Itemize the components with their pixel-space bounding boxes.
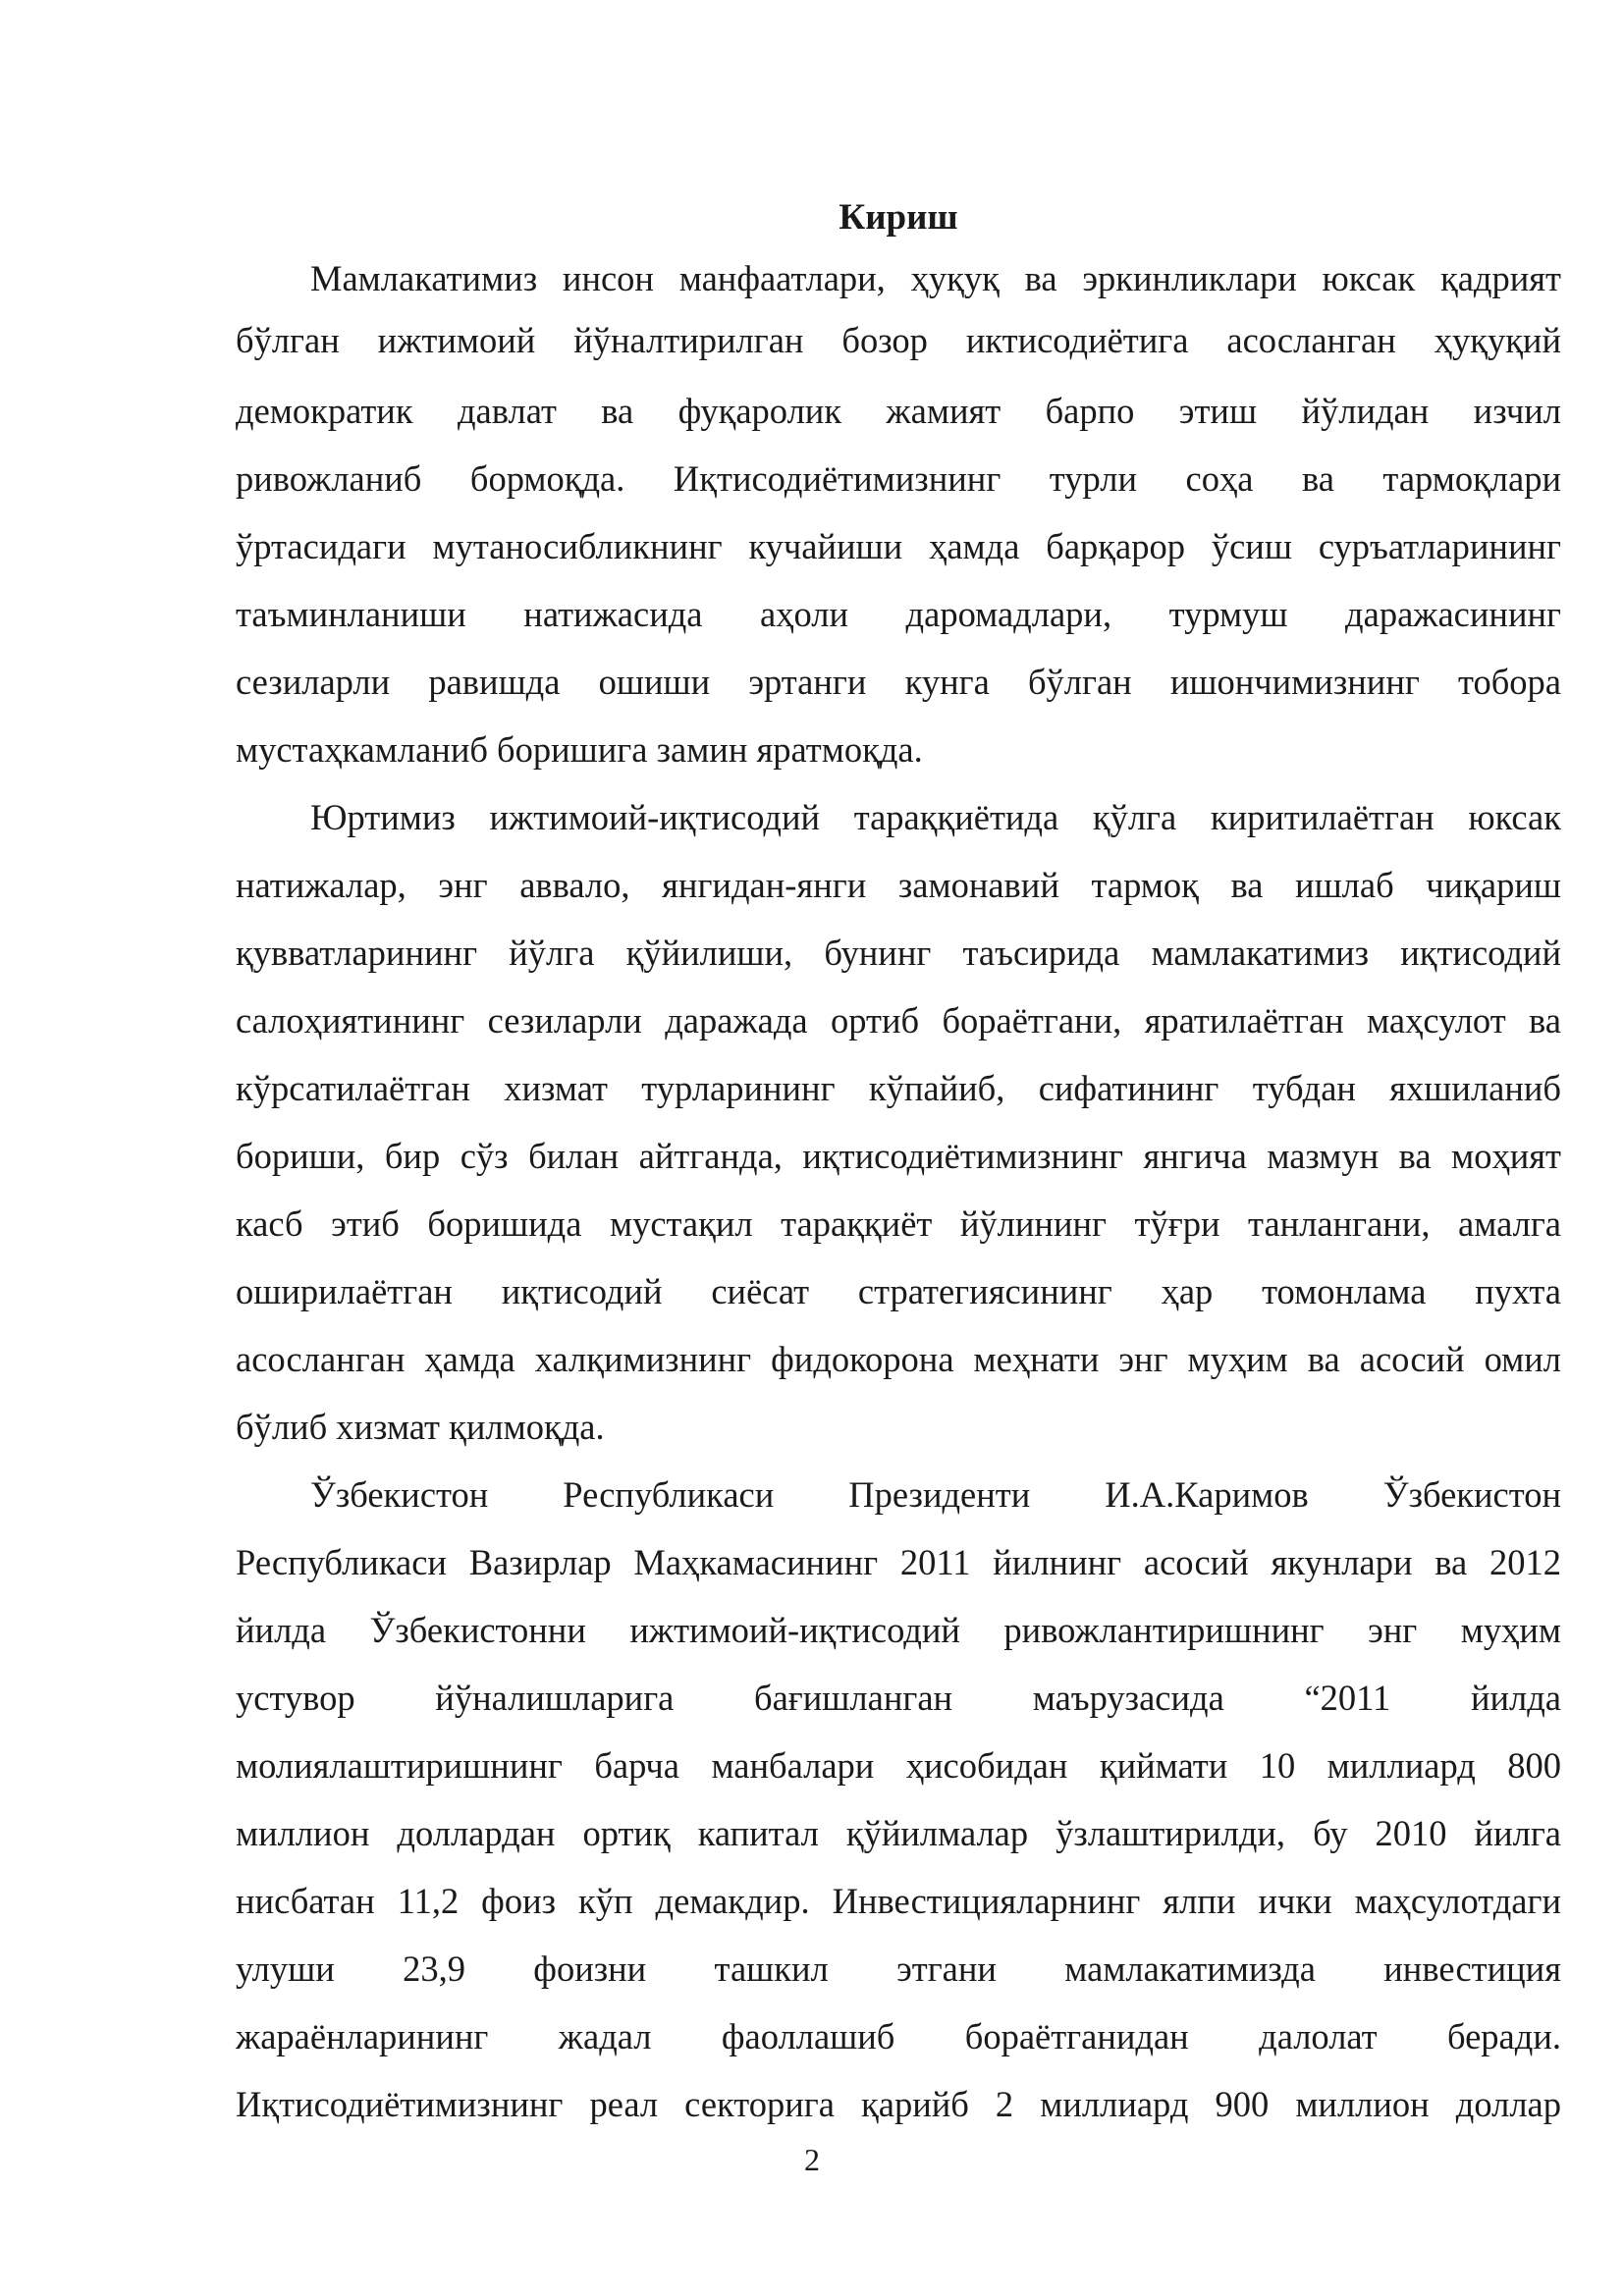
text-line: қувватларининг йўлга қўйилиши, бунинг таъсирида мамлакатимиз иқтисодий (236, 933, 1561, 973)
text-line: Иқтисодиётимизнинг реал секторига қарийб 2 миллиард 900 миллион доллар (236, 2084, 1561, 2124)
text-line: жараёнларининг жадал фаоллашиб бораётганидан далолат беради. (236, 2016, 1561, 2056)
text-line: молиялаштиришнинг барча манбалари ҳисобидан қиймати 10 миллиард 800 (236, 1745, 1561, 1786)
text-line: Республикаси Вазирлар Маҳкамасининг 2011 йилнинг асосий якунлари ва 2012 (236, 1542, 1561, 1582)
text-line: таъминланиши натижасида аҳоли даромадлари, турмуш даражасининг (236, 594, 1561, 634)
text-line: Ўзбекистон Республикаси Президенти И.А.Каримов Ўзбекистон (310, 1474, 1561, 1515)
text-line: бўлиб хизмат қилмоқда. (236, 1407, 605, 1447)
text-line: ўртасидаги мутаносибликнинг кучайиши ҳамда барқарор ўсиш суръатларининг (236, 526, 1561, 566)
text-line: салоҳиятининг сезиларли даражада ортиб бораётгани, яратилаётган маҳсулот ва (236, 1000, 1561, 1041)
text-line: бўлган ижтимоий йўналтирилган бозор иктисодиётига асосланган ҳуқуқий (236, 320, 1561, 360)
text-line: улуши 23,9 фоизни ташкил этгани мамлакатимизда инвестиция (236, 1949, 1561, 1989)
text-line: оширилаётган иқтисодий сиёсат стратегиясининг ҳар томонлама пухта (236, 1271, 1561, 1311)
text-line: асосланган ҳамда халқимизнинг фидокорона меҳнати энг муҳим ва асосий омил (236, 1339, 1561, 1379)
text-line: устувор йўналишларига бағишланган маърузасида “2011 йилда (236, 1678, 1561, 1718)
text-line: миллион доллардан ортиқ капитал қўйилмалар ўзлаштирилди, бу 2010 йилга (236, 1813, 1561, 1853)
text-line: мустаҳкамланиб боришига замин яратмоқда. (236, 729, 923, 770)
section-heading: Кириш (839, 197, 958, 238)
text-line: бориши, бир сўз билан айтганда, иқтисодиётимизнинг янгича мазмун ва моҳият (236, 1136, 1561, 1176)
text-line: кўрсатилаётган хизмат турларининг кўпайиб, сифатининг тубдан яхшиланиб (236, 1068, 1561, 1108)
text-line: сезиларли равишда ошиши эртанги кунга бўлган ишончимизнинг тобора (236, 662, 1561, 702)
text-line: Юртимиз ижтимоий-иқтисодий тараққиётида қўлга киритилаётган юксак (310, 797, 1561, 837)
text-line: Мамлакатимиз инсон манфаатлари, ҳуқуқ ва эркинликлари юксак қадрият (310, 258, 1561, 298)
text-line: ривожланиб бормоқда. Иқтисодиётимизнинг турли соҳа ва тармоқлари (236, 458, 1561, 499)
page-number: 2 (804, 2142, 820, 2177)
text-line: демократик давлат ва фуқаролик жамият барпо этиш йўлидан изчил (236, 391, 1561, 431)
text-line: натижалар, энг аввало, янгидан-янги замонавий тармоқ ва ишлаб чиқариш (236, 865, 1561, 905)
text-line: нисбатан 11,2 фоиз кўп демакдир. Инвестицияларнинг ялпи ички маҳсулотдаги (236, 1881, 1561, 1921)
text-line: касб этиб боришида мустақил тараққиёт йўлининг тўғри танлангани, амалга (236, 1203, 1561, 1244)
text-line: йилда Ўзбекистонни ижтимоий-иқтисодий ривожлантиришнинг энг муҳим (236, 1610, 1561, 1650)
